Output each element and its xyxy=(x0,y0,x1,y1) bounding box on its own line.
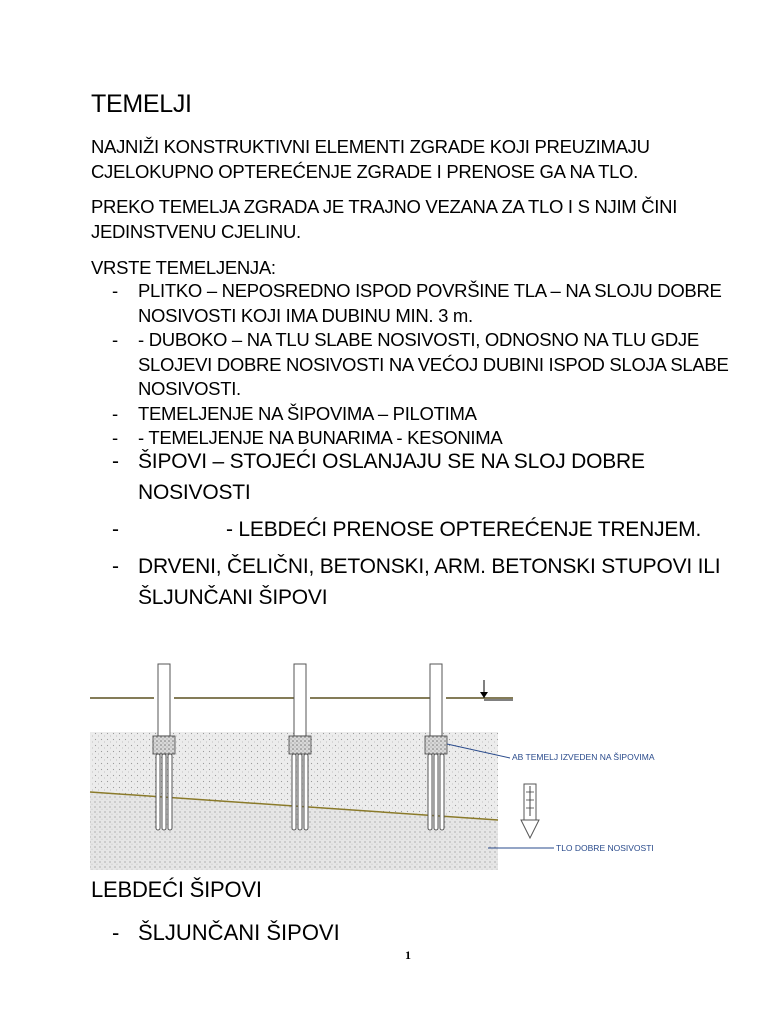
list-item: - - TEMELJENJE NA BUNARIMA - KESONIMA xyxy=(112,427,503,448)
list-item: - ŠIPOVI – STOJEĆI OSLANJAJU SE NA SLOJ DOBRE NOSIVOSTI xyxy=(112,450,645,504)
list-item: - - DUBOKO – NA TLU SLABE NOSIVOSTI, ODNOSNO NA TLU GDJE SLOJEVI DOBRE NOSIVOSTI NA VEĆOJ DUBINI ISPOD SLOJA SLABE NOSIVOSTI. xyxy=(112,329,729,399)
page-number: 1 xyxy=(405,948,411,962)
list-item: - ŠLJUNČANI ŠIPOVI xyxy=(112,920,340,945)
paragraph-definition: NAJNIŽI KONSTRUKTIVNI ELEMENTI ZGRADE KOJI PREUZIMAJU CJELOKUPNO OPTEREĆENJE ZGRADE I PRENOSE GA NA TLO. xyxy=(91,136,650,182)
paragraph-connection: PREKO TEMELJA ZGRADA JE TRAJNO VEZANA ZA TLO I S NJIM ČINI JEDINSTVENU CJELINU. xyxy=(91,196,678,242)
page-title: TEMELJI xyxy=(91,90,192,118)
list-item: - DRVENI, ČELIČNI, BETONSKI, ARM. BETONSKI STUPOVI ILI ŠLJUNČANI ŠIPOVI xyxy=(112,555,721,609)
column xyxy=(158,664,442,736)
subheading-floating-piles: LEBDEĆI ŠIPOVI xyxy=(91,877,262,902)
list-item: - PLITKO – NEPOSREDNO ISPOD POVRŠINE TLA – NA SLOJU DOBRE NOSIVOSTI KOJI IMA DUBINU MIN. 3 m. xyxy=(112,280,722,326)
pile-foundation-figure xyxy=(88,660,688,870)
foundation-types-list xyxy=(112,279,752,451)
floating-piles-list xyxy=(112,918,752,948)
label-bearing-soil: TLO DOBRE NOSIVOSTI xyxy=(556,843,654,853)
pile-detail-icon xyxy=(521,784,539,838)
label-pile-foundation: AB TEMELJ IZVEDEN NA ŠIPOVIMA xyxy=(512,752,655,762)
kinds-heading: VRSTE TEMELJENJA: xyxy=(91,257,276,278)
list-item: - - LEBDEĆI PRENOSE OPTEREĆENJE TRENJEM. xyxy=(112,518,702,541)
list-item: - TEMELJENJE NA ŠIPOVIMA – PILOTIMA xyxy=(112,402,477,424)
piles-list xyxy=(112,446,752,619)
